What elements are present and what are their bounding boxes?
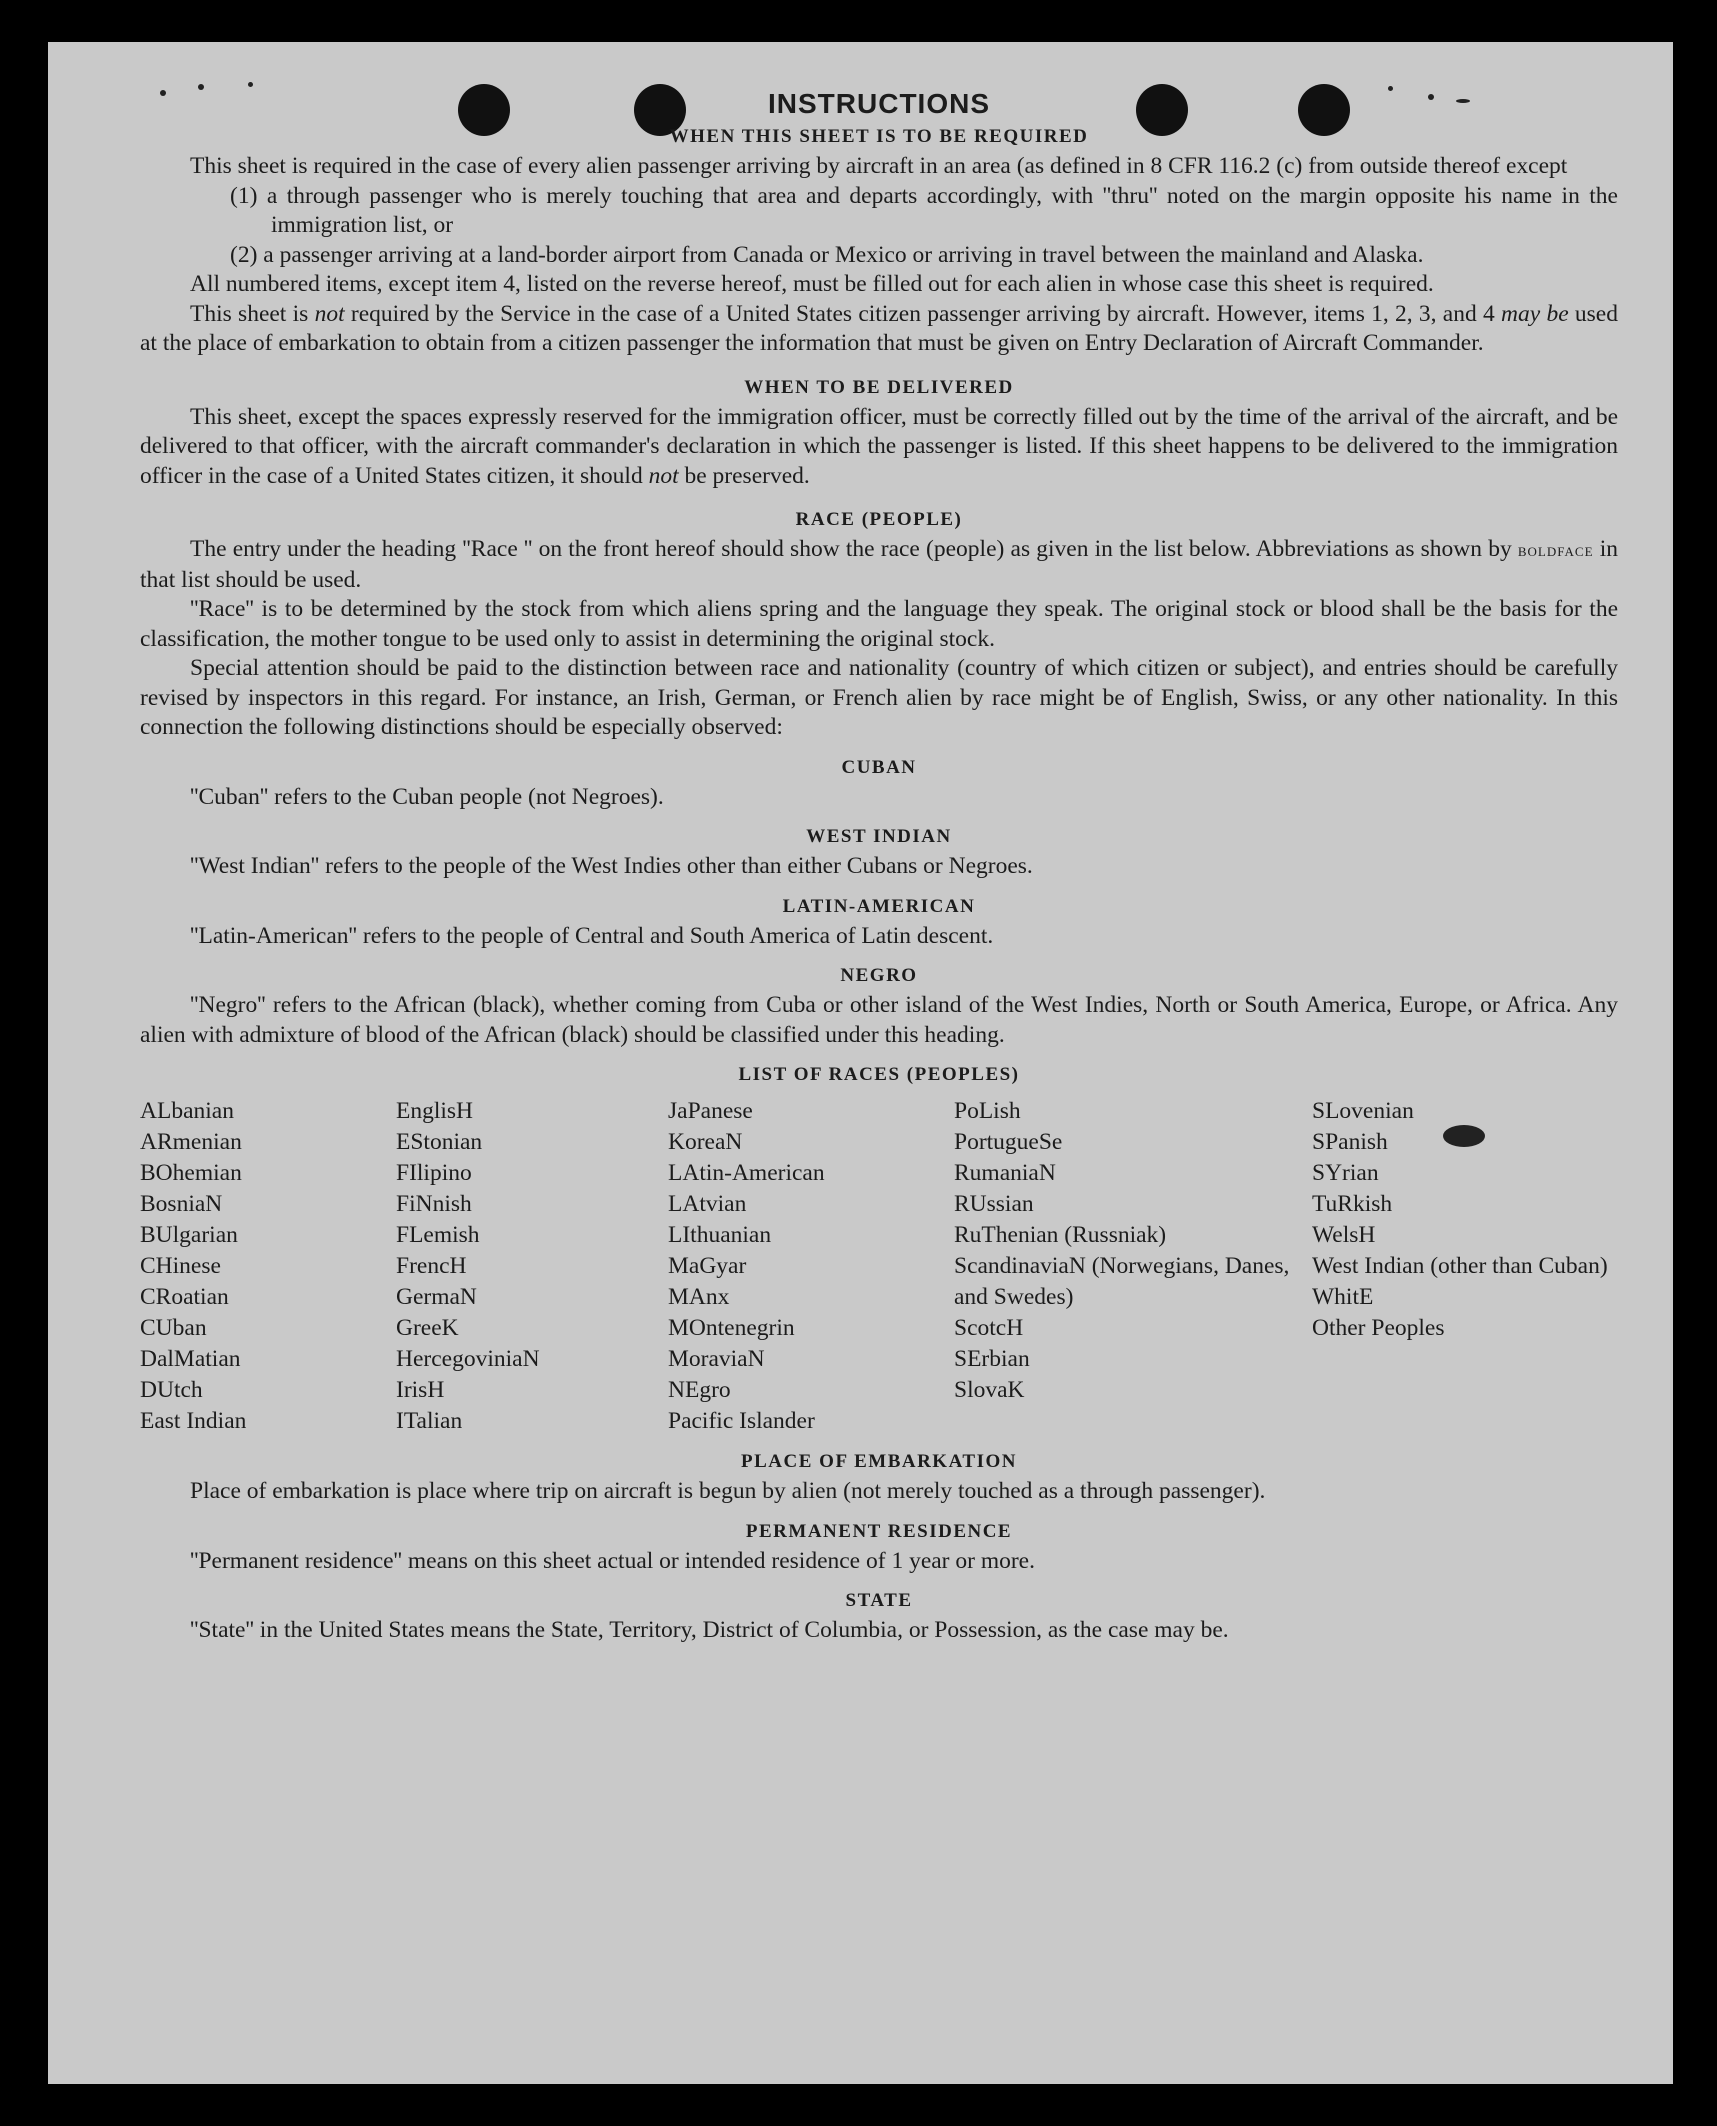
race-entry: BOhemian	[140, 1160, 242, 1186]
emphasis: may be	[1501, 300, 1569, 327]
paragraph: ''State'' in the United States means the State, Territory, District of Columbia, or Possession, as the case may be.	[190, 1617, 1229, 1643]
paragraph: This sheet is required in the case of every alien passenger arriving by aircraft in an area (as defined in 8 CFR 116.2 (c) from outside thereof except	[190, 153, 1568, 179]
race-entry: West Indian (other than Cuban)	[1312, 1253, 1608, 1279]
race-entry: WelsH	[1312, 1222, 1376, 1248]
text-run: This sheet is	[190, 300, 315, 327]
race-entry: MAnx	[668, 1284, 730, 1310]
race-entry: ARmenian	[140, 1129, 242, 1155]
text-run: used at the place of embarkation to obtain from a citizen passenger the information that must be given on Entry Declaration of Aircraft Commander.	[140, 300, 1618, 356]
text-run: in that list should be used.	[140, 536, 1618, 593]
race-entry: SErbian	[954, 1346, 1030, 1372]
race-entry: MaGyar	[668, 1253, 747, 1279]
race-entry: RuThenian (Russniak)	[954, 1222, 1167, 1248]
section-heading-required: WHEN THIS SHEET IS TO BE REQUIRED	[669, 126, 1089, 147]
section-heading-negro: NEGRO	[840, 965, 918, 986]
instructions-content	[140, 86, 1618, 1646]
race-list	[140, 1096, 1618, 1437]
race-entry: ALbanian	[140, 1098, 234, 1124]
race-entry: PoLish	[954, 1098, 1021, 1124]
race-entry: Pacific Islander	[668, 1408, 815, 1434]
race-entry: CRoatian	[140, 1284, 229, 1310]
race-entry: SYrian	[1312, 1160, 1379, 1186]
race-entry: EStonian	[396, 1129, 483, 1155]
paragraph	[140, 403, 1618, 492]
race-entry: ScandinaviaN (Norwegians, Danes, and Swedes)	[954, 1253, 1290, 1310]
section-heading-race: RACE (PEOPLE)	[795, 509, 963, 530]
race-entry: HercegoviniaN	[396, 1346, 540, 1372]
race-entry: LAtin-American	[668, 1160, 825, 1186]
race-entry: Other Peoples	[1312, 1315, 1445, 1341]
race-entry: ITalian	[396, 1408, 463, 1434]
section-heading-state: STATE	[845, 1590, 913, 1611]
paragraph: ''Latin-American'' refers to the people of Central and South America of Latin descent.	[190, 922, 994, 949]
race-entry: PortugueSe	[954, 1129, 1063, 1155]
race-entry: GreeK	[396, 1315, 459, 1341]
race-entry: SLovenian	[1312, 1098, 1414, 1124]
small-caps-term: boldface	[1517, 540, 1594, 561]
race-column	[396, 1096, 668, 1437]
race-entry: JaPanese	[668, 1098, 753, 1124]
race-entry: LAtvian	[668, 1191, 747, 1217]
text-run: be preserved.	[678, 462, 810, 489]
race-entry: IrisH	[396, 1377, 445, 1403]
list-item: (2) a passenger arriving at a land-border airport from Canada or Mexico or arriving in travel between the mainland and Alaska.	[230, 241, 1424, 268]
race-entry: TuRkish	[1312, 1191, 1393, 1217]
race-entry: East Indian	[140, 1408, 247, 1434]
paragraph: ''Race'' is to be determined by the stock from which aliens spring and the language they speak. The original stock or blood shall be the basis for the classification, the mother tongue to be used only to assist in determining the original stock.	[140, 596, 1618, 652]
race-entry: FLemish	[396, 1222, 480, 1248]
race-entry: RumaniaN	[954, 1160, 1056, 1186]
race-entry: GermaN	[396, 1284, 477, 1310]
race-entry: SPanish	[1312, 1129, 1388, 1155]
race-entry: FiNnish	[396, 1191, 472, 1217]
section-heading-permanent-residence: PERMANENT RESIDENCE	[745, 1520, 1013, 1542]
emphasis: not	[648, 462, 679, 489]
race-entry: RUssian	[954, 1191, 1034, 1217]
race-entry: CHinese	[140, 1253, 221, 1279]
race-entry: FIlipino	[396, 1160, 472, 1186]
race-entry: SlovaK	[954, 1377, 1025, 1403]
emphasis: not	[314, 300, 345, 327]
race-entry: WhitE	[1312, 1284, 1374, 1310]
list-item: (1) a through passenger who is merely touching that area and departs accordingly, with ''thru'' noted on the margin opposite his name in the immigration list, or	[230, 182, 1618, 238]
paragraph: All numbered items, except item 4, listed on the reverse hereof, must be filled out for each alien in whose case this sheet is required.	[190, 271, 1434, 297]
race-entry: NEgro	[668, 1377, 731, 1403]
paragraph	[140, 535, 1618, 595]
race-entry: BosniaN	[140, 1191, 223, 1217]
race-entry: EnglisH	[396, 1098, 474, 1124]
race-entry: BUlgarian	[140, 1222, 238, 1248]
race-entry: DUtch	[140, 1377, 203, 1403]
text-run: required by the Service in the case of a United States citizen passenger arriving by aircraft. However, items 1, 2, 3, and 4	[344, 300, 1502, 327]
race-entry: MoraviaN	[668, 1346, 765, 1372]
section-heading-latin-american: LATIN-AMERICAN	[782, 895, 976, 917]
document-page	[48, 42, 1673, 2084]
race-column	[954, 1096, 1312, 1437]
race-entry: KoreaN	[668, 1129, 743, 1155]
race-entry: ScotcH	[954, 1315, 1024, 1341]
paragraph: Special attention should be paid to the distinction between race and nationality (country of which citizen or subject), and entries should be carefully revised by inspectors in this regard. For instance, an Irish, German, or French alien by race might be of English, Swiss, or any other nationality. In this connection the following distinctions should be especially observed:	[140, 655, 1618, 740]
race-entry: DalMatian	[140, 1346, 241, 1372]
page-title: INSTRUCTIONS	[768, 88, 990, 119]
paragraph: ''West Indian'' refers to the people of the West Indies other than either Cubans or Negroes.	[190, 853, 1033, 879]
paragraph: ''Permanent residence'' means on this sheet actual or intended residence of 1 year or more.	[190, 1547, 1035, 1574]
section-heading-cuban: CUBAN	[841, 756, 917, 778]
race-entry: MOntenegrin	[668, 1315, 795, 1341]
paragraph: ''Negro'' refers to the African (black), whether coming from Cuba or other island of the West Indies, North or South America, Europe, or Africa. Any alien with admixture of blood of the African (black) should be classified under this heading.	[140, 992, 1618, 1048]
section-heading-embarkation: PLACE OF EMBARKATION	[741, 1451, 1017, 1472]
text-run: The entry under the heading ''Race '' on the front hereof should show the race (people) as given in the list below. Abbreviations as shown by	[190, 536, 1518, 562]
paragraph: Place of embarkation is place where trip on aircraft is begun by alien (not merely touched as a through passenger).	[190, 1478, 1266, 1504]
paragraph	[140, 300, 1618, 359]
section-heading-west-indian: WEST INDIAN	[806, 826, 952, 847]
section-heading-delivered: WHEN TO BE DELIVERED	[744, 376, 1014, 398]
text-run: This sheet, except the spaces expressly reserved for the immigration officer, must be correctly filled out by the time of the arrival of the aircraft, and be delivered to that officer, with the aircraft commander's declaration in which the passenger is listed. If this sheet happens to be delivered to the immigration officer in the case of a United States citizen, it should	[140, 403, 1618, 489]
race-column	[668, 1096, 954, 1437]
paragraph: ''Cuban'' refers to the Cuban people (not Negroes).	[190, 783, 664, 810]
race-entry: CUban	[140, 1315, 207, 1341]
race-entry: LIthuanian	[668, 1222, 772, 1248]
race-column	[1312, 1096, 1612, 1437]
section-heading-list-of-races: LIST OF RACES (PEOPLES)	[738, 1064, 1020, 1085]
race-column	[140, 1096, 396, 1437]
race-entry: FrencH	[396, 1253, 467, 1279]
